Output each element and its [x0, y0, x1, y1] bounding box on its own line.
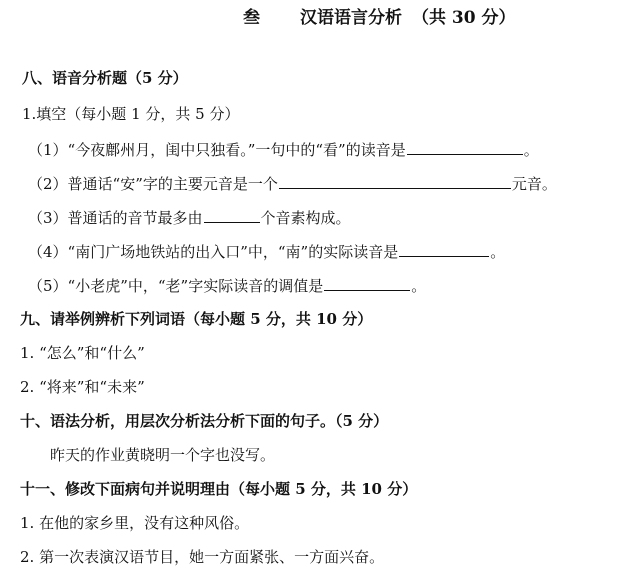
- question-suffix: 。: [490, 243, 506, 261]
- analysis-sentence: 昨天的作业黄晓明一个字也没写。: [50, 446, 276, 464]
- section-heading: 十一、修改下面病句并说明理由（每小题 5 分，共 10 分）: [20, 480, 418, 498]
- answer-blank[interactable]: [407, 139, 523, 155]
- question-5: [28, 275, 426, 296]
- question-text: （1）“今夜鄜州月，闺中只独看。”一句中的“看”的读音是: [28, 141, 406, 159]
- answer-blank[interactable]: [204, 207, 260, 223]
- answer-blank[interactable]: [399, 241, 489, 257]
- part-number: 叁: [243, 8, 260, 28]
- section-heading: 八、语音分析题（5 分）: [22, 69, 188, 87]
- list-item: 1. 在他的家乡里，没有这种风俗。: [20, 514, 250, 532]
- question-suffix: 个音素构成。: [260, 209, 351, 227]
- question-1: [28, 139, 539, 160]
- list-item: 2. “将来”和“未来”: [20, 378, 145, 396]
- question-2: [28, 173, 557, 194]
- question-suffix: 。: [523, 141, 539, 159]
- list-item: 2. 第一次表演汉语节目，她一方面紧张、一方面兴奋。: [20, 548, 385, 566]
- question-text: （4）“南门广场地铁站的出入口”中，“南”的实际读音是: [28, 243, 399, 261]
- total-score: （共 30 分）: [412, 8, 516, 28]
- answer-blank[interactable]: [324, 275, 410, 291]
- section-heading: 十、语法分析，用层次分析法分析下面的句子。（5 分）: [20, 412, 389, 430]
- sub-heading: 1.填空（每小题 1 分，共 5 分）: [22, 105, 240, 123]
- question-suffix: 。: [411, 277, 427, 295]
- question-suffix: 元音。: [511, 175, 557, 193]
- question-text: （3）普通话的音节最多由: [28, 209, 203, 227]
- answer-blank[interactable]: [279, 173, 511, 189]
- page-title: 汉语语言分析: [300, 8, 402, 28]
- section-heading: 九、请举例辨析下列词语（每小题 5 分，共 10 分）: [20, 310, 373, 328]
- list-item: 1. “怎么”和“什么”: [20, 344, 145, 362]
- question-3: [28, 207, 351, 228]
- question-4: [28, 241, 505, 262]
- question-text: （2）普通话“安”字的主要元音是一个: [28, 175, 278, 193]
- question-text: （5）“小老虎”中，“老”字实际读音的调值是: [28, 277, 324, 295]
